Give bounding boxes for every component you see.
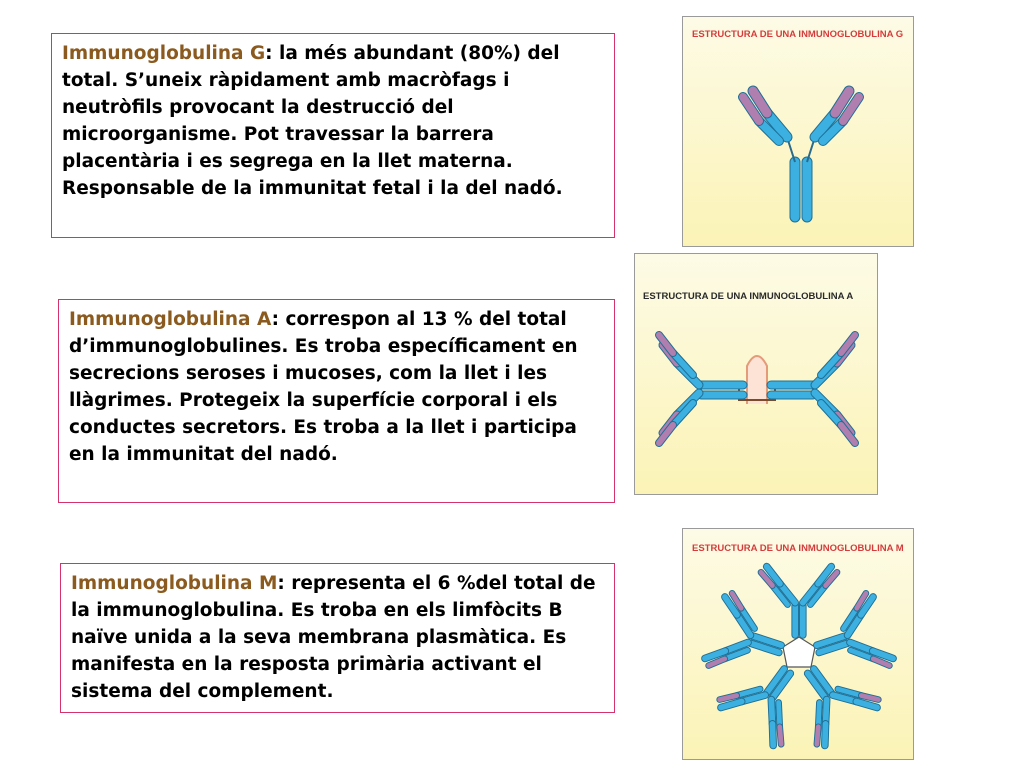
iga-diagram (634, 253, 878, 495)
igm-monomer-1-antibody (761, 567, 837, 635)
igg-structure-svg (683, 17, 915, 248)
igm-j-chain-ring (783, 637, 815, 667)
iga-description-box (58, 299, 615, 503)
igm-diagram-title: ESTRUCTURA DE UNA INMUNOGLOBULINA M (692, 543, 904, 554)
igg-description-box (51, 33, 615, 238)
iga-text: : correspon al 13 % del total d’immunoglobulines. Es troba específicament en secrecions seroses i mucoses, com la llet i les llàgrimes. Protegeix la superfície corporal i els conductes secretors. Es troba a la llet i participa en la immunitat del nadó. (69, 309, 578, 465)
igg-diagram (682, 16, 914, 247)
igg-monomer (743, 91, 859, 217)
igm-description-box (60, 563, 615, 713)
igm-text: : representa el 6 %del total de la immunoglobulina. Es troba en els limfòcits B naïve unida a la seva membrana plasmàtica. Es manifesta en la resposta primària activant el sistema del complement. (71, 573, 596, 702)
igm-structure-svg (683, 529, 915, 761)
iga-structure-svg (635, 254, 879, 496)
igg-name: Immunoglobulina G (62, 43, 266, 64)
igm-name: Immunoglobulina M (71, 573, 278, 594)
iga-secretory-piece (747, 356, 767, 404)
igg-diagram-title: ESTRUCTURA DE UNA INMUNOGLOBULINA G (692, 29, 904, 40)
igg-text: : la més abundant (80%) del total. S’uneix ràpidament amb macròfags i neutròfils provocant la destrucció del microorganisme. Pot travessar la barrera placentària i es segrega en la llet materna. Responsable de la immunitat fetal i la del nadó. (62, 43, 563, 199)
iga-dimer (659, 335, 855, 443)
iga-name: Immunoglobulina A (69, 309, 272, 330)
igm-diagram (682, 528, 914, 760)
iga-diagram-title: ESTRUCTURA DE UNA INMUNOGLOBULINA A (643, 291, 854, 302)
